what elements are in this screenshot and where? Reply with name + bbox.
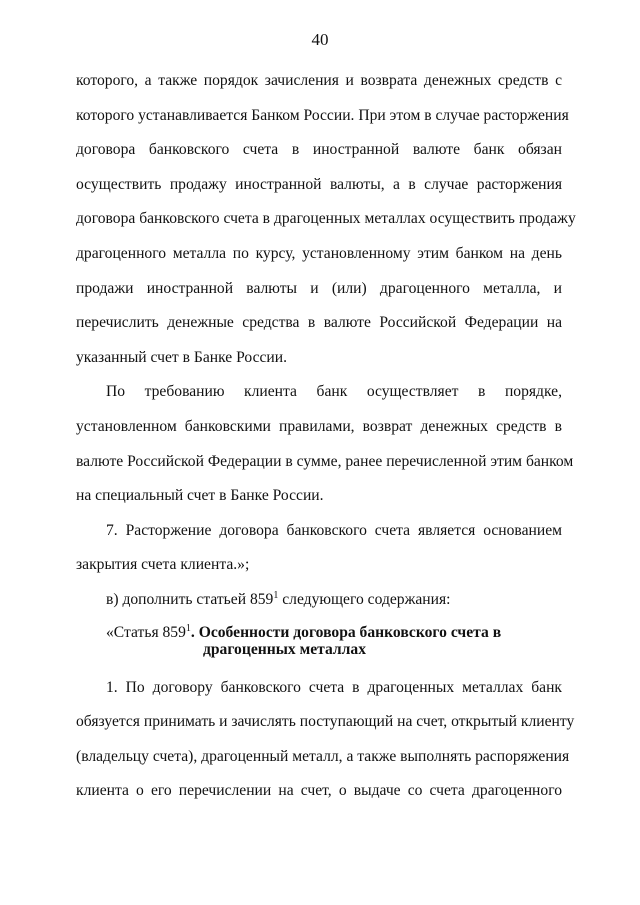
text-line: установленном банковскими правилами, возврат денежных средств в xyxy=(76,417,562,435)
text-line: валюте Российской Федерации в сумме, ранее перечисленной этим банком xyxy=(76,452,574,470)
text-line: которого, а также порядок зачисления и возврата денежных средств с xyxy=(76,72,562,89)
text-line: драгоценного металла по курсу, установленному этим банком на день xyxy=(76,244,562,262)
text-line: указанный счет в Банке России. xyxy=(76,348,288,366)
text-line: (владельцу счета), драгоценный металл, а также выполнять распоряжения xyxy=(76,747,570,765)
text-line: договора банковского счета в драгоценных металлах осуществить продажу xyxy=(76,210,576,228)
text-line: обязуется принимать и зачислять поступающий на счет, открытый клиенту xyxy=(76,713,575,731)
text-line: осуществить продажу иностранной валюты, а в случае расторжения xyxy=(76,175,562,193)
text-line: перечислить денежные средства в валюте Российской Федерации на xyxy=(76,314,562,332)
amendment-suffix: следующего содержания: xyxy=(278,590,451,608)
article-title-continued: драгоценных металлах xyxy=(203,640,367,658)
article-dot: . xyxy=(190,623,199,641)
text-line: 7. Расторжение договора банковского счета является основанием xyxy=(106,521,562,539)
text-line: 1. По договору банковского счета в драгоценных металлах банк xyxy=(106,678,562,696)
amendment-prefix: в) дополнить статьей 859 xyxy=(106,590,274,608)
article-title: Особенности договора банковского счета в xyxy=(198,623,502,641)
text-line: продажи иностранной валюты и (или) драгоценного металла, и xyxy=(76,279,562,297)
superscript: 1 xyxy=(273,589,279,601)
article-prefix: «Статья 859 xyxy=(106,623,186,641)
text-line: которого устанавливается Банком России. При этом в случае расторжения xyxy=(76,106,569,124)
amendment-line xyxy=(76,583,562,618)
document-body xyxy=(76,64,576,809)
text-line: закрытия счета клиента.»; xyxy=(76,556,250,574)
text-line: на специальный счет в Банке России. xyxy=(76,487,324,505)
text-line: По требованию клиента банк осуществляет в порядке, xyxy=(106,383,562,401)
text-line: договора банковского счета в иностранной валюте банк обязан xyxy=(76,141,562,159)
superscript: 1 xyxy=(185,622,191,634)
page-number: 40 xyxy=(311,30,329,49)
text-line: клиента о его перечислении на счет, о выдаче со счета драгоценного xyxy=(76,782,562,800)
article-heading xyxy=(76,624,562,658)
